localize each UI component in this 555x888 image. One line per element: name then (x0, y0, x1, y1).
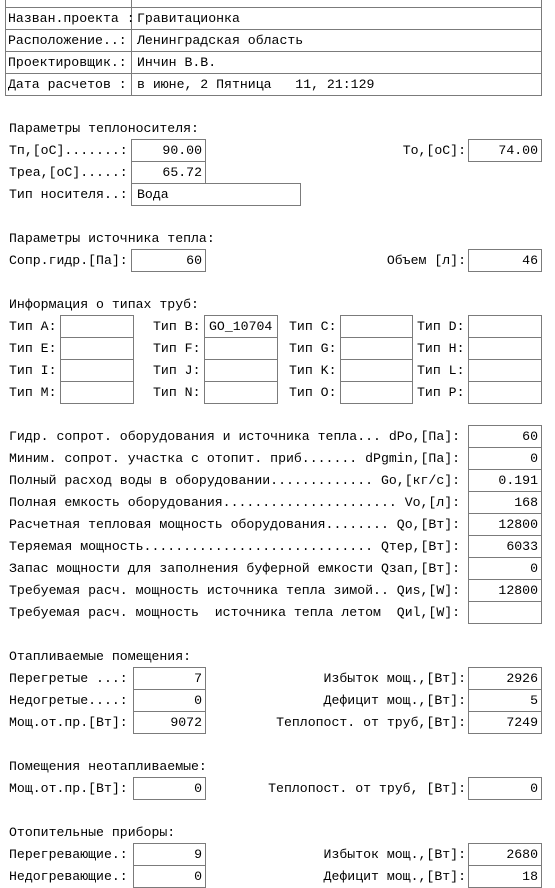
pipe-types-section-title: Информация о типах труб: (9, 297, 199, 312)
excess-power-field[interactable]: 2926 (468, 667, 542, 690)
avg-temp-field[interactable]: 65.72 (131, 161, 206, 184)
pipe-type-e-field[interactable] (60, 337, 134, 360)
pipe-type-c-field[interactable] (340, 315, 413, 338)
pipe-type-p-field[interactable] (468, 381, 542, 404)
pipe-heat-gain-field[interactable]: 7249 (468, 711, 542, 734)
heaters-power-deficit-field[interactable]: 18 (468, 865, 542, 888)
eq-winter-source-power-field[interactable]: 12800 (468, 579, 542, 602)
power-deficit-label: Дефицит мощ.,[Вт]: (323, 693, 466, 708)
coolant-type-field[interactable]: Вода (131, 183, 301, 206)
pipe-type-a-field[interactable] (60, 315, 134, 338)
eq-winter-source-power-label: Требуемая расч. мощность источника тепла зимой.. Qиs,[W]: (9, 583, 461, 598)
eq-min-section-resistance-field[interactable]: 0 (468, 447, 542, 470)
pipe-heat-gain-label: Теплопост. от труб,[Вт]: (276, 715, 466, 730)
heaters-excess-power-label: Избыток мощ.,[Вт]: (323, 847, 466, 862)
power-deficit-field[interactable]: 5 (468, 689, 542, 712)
pipe-type-m-label: Тип M: (9, 385, 57, 400)
underheated-rooms-label: Недогретые....: (9, 693, 128, 708)
overheated-rooms-label: Перегретые ...: (9, 671, 128, 686)
eq-summer-source-power-field[interactable] (468, 601, 542, 624)
pipe-type-o-label: Тип O: (289, 385, 337, 400)
eq-total-water-flow-label: Полный расход воды в оборудовании............. Go,[кг/с]: (9, 473, 461, 488)
location-field[interactable]: Ленинградская область (131, 29, 542, 52)
location-label: Расположение..: (5, 29, 132, 52)
project-name-field[interactable]: Гравитационка (131, 7, 542, 30)
pipe-type-f-label: Тип F: (153, 341, 201, 356)
pipe-type-k-label: Тип K: (289, 363, 337, 378)
unheated-heater-power-field[interactable]: 0 (133, 777, 206, 800)
avg-temp-label: Треа,[oC].....: (9, 165, 128, 180)
pipe-type-c-label: Тип C: (289, 319, 337, 334)
pipe-type-e-label: Тип E: (9, 341, 57, 356)
pipe-type-g-field[interactable] (340, 337, 413, 360)
pipe-type-o-field[interactable] (340, 381, 413, 404)
pipe-type-n-label: Тип N: (153, 385, 201, 400)
excess-power-label: Избыток мощ.,[Вт]: (323, 671, 466, 686)
pipe-type-h-label: Тип H: (417, 341, 465, 356)
heater-power-field[interactable]: 9072 (133, 711, 206, 734)
pipe-type-a-label: Тип A: (9, 319, 57, 334)
underheated-rooms-field[interactable]: 0 (133, 689, 206, 712)
eq-design-heat-power-label: Расчетная тепловая мощность оборудования........ Qo,[Вт]: (9, 517, 461, 532)
project-name-label: Назван.проекта : (5, 7, 132, 30)
pipe-type-l-field[interactable] (468, 359, 542, 382)
pipe-type-b-field[interactable]: GO_10704 (204, 315, 278, 338)
overheated-rooms-field[interactable]: 7 (133, 667, 206, 690)
supply-temp-field[interactable]: 90.00 (131, 139, 206, 162)
pipe-type-i-label: Тип I: (9, 363, 57, 378)
heaters-excess-power-field[interactable]: 2680 (468, 843, 542, 866)
overheating-heaters-field[interactable]: 9 (133, 843, 206, 866)
pipe-type-m-field[interactable] (60, 381, 134, 404)
pipe-type-j-field[interactable] (204, 359, 278, 382)
unheated-pipe-heat-gain-label: Теплопост. от труб, [Вт]: (268, 781, 466, 796)
source-resistance-label: Сопр.гидр.[Па]: (9, 253, 128, 268)
coolant-section-title: Параметры теплоносителя: (9, 121, 199, 136)
supply-temp-label: Тп,[oC].......: (9, 143, 128, 158)
pipe-type-g-label: Тип G: (289, 341, 337, 356)
return-temp-label: To,[oC]: (402, 143, 466, 158)
pipe-type-l-label: Тип L: (417, 363, 465, 378)
eq-buffer-fill-reserve-field[interactable]: 0 (468, 557, 542, 580)
designer-label: Проектировщик.: (5, 51, 132, 74)
unheated-rooms-section-title: Помещения неотапливаемые: (9, 759, 207, 774)
pipe-type-h-field[interactable] (468, 337, 542, 360)
eq-total-water-flow-field[interactable]: 0.191 (468, 469, 542, 492)
eq-buffer-fill-reserve-label: Запас мощности для заполнения буферной емкости Qзап,[Вт]: (9, 561, 461, 576)
pipe-type-d-label: Тип D: (417, 319, 465, 334)
eq-hydraulic-resistance-field[interactable]: 60 (468, 425, 542, 448)
pipe-type-f-field[interactable] (204, 337, 278, 360)
unheated-heater-power-label: Мощ.от.пр.[Вт]: (9, 781, 128, 796)
heated-rooms-section-title: Отапливаемые помещения: (9, 649, 192, 664)
pipe-type-k-field[interactable] (340, 359, 413, 382)
overheating-heaters-label: Перегревающие.: (9, 847, 128, 862)
coolant-type-label: Тип носителя..: (9, 187, 128, 202)
eq-design-heat-power-field[interactable]: 12800 (468, 513, 542, 536)
eq-total-capacity-label: Полная емкость оборудования...................... Vo,[л]: (9, 495, 461, 510)
eq-summer-source-power-label: Требуемая расч. мощность источника тепла летом Qиl,[W]: (9, 605, 461, 620)
heaters-power-deficit-label: Дефицит мощ.,[Вт]: (323, 869, 466, 884)
source-resistance-field[interactable]: 60 (131, 249, 206, 272)
pipe-type-b-label: Тип B: (153, 319, 201, 334)
calc-date-label: Дата расчетов : (5, 73, 132, 96)
heaters-section-title: Отопительные приборы: (9, 825, 176, 840)
eq-heat-loss-power-field[interactable]: 6033 (468, 535, 542, 558)
return-temp-field[interactable]: 74.00 (468, 139, 542, 162)
eq-hydraulic-resistance-label: Гидр. сопрот. оборудования и источника тепла... dPo,[Па]: (9, 429, 461, 444)
underheating-heaters-label: Недогревающие.: (9, 869, 128, 884)
pipe-type-j-label: Тип J: (153, 363, 201, 378)
source-volume-label: Объем [л]: (386, 253, 466, 268)
calc-date-field[interactable]: в июне, 2 Пятница 11, 21:129 (131, 73, 542, 96)
eq-total-capacity-field[interactable]: 168 (468, 491, 542, 514)
eq-min-section-resistance-label: Миним. сопрот. участка с отопит. приб....... dPgmin,[Па]: (9, 451, 461, 466)
pipe-type-p-label: Тип P: (417, 385, 465, 400)
designer-field[interactable]: Инчин В.В. (131, 51, 542, 74)
heat-source-section-title: Параметры источника тепла: (9, 231, 215, 246)
source-volume-field[interactable]: 46 (468, 249, 542, 272)
pipe-type-d-field[interactable] (468, 315, 542, 338)
unheated-pipe-heat-gain-field[interactable]: 0 (468, 777, 542, 800)
pipe-type-n-field[interactable] (204, 381, 278, 404)
eq-heat-loss-power-label: Теряемая мощность............................. Qтер,[Вт]: (9, 539, 461, 554)
pipe-type-i-field[interactable] (60, 359, 134, 382)
heater-power-label: Мощ.от.пр.[Вт]: (9, 715, 128, 730)
underheating-heaters-field[interactable]: 0 (133, 865, 206, 888)
